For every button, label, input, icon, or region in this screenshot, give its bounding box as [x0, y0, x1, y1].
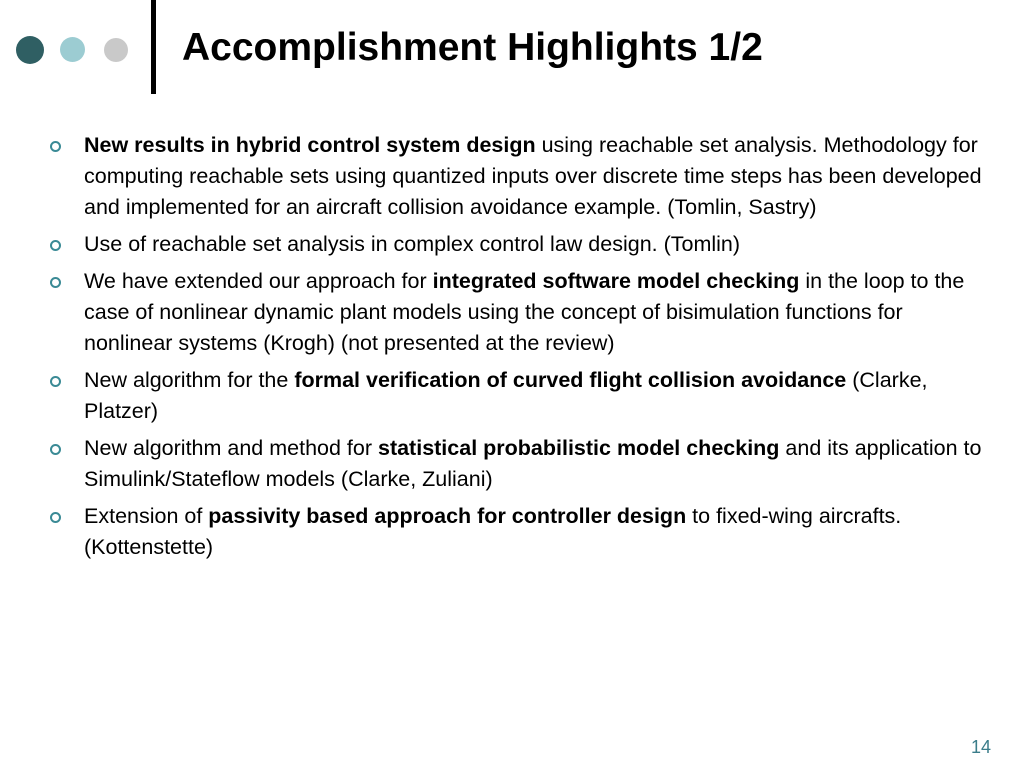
bullet-item [0, 433, 1024, 495]
bullet-ring-icon [50, 512, 61, 523]
bullet-ring-icon [50, 376, 61, 387]
bullet-item [0, 130, 1024, 223]
bullet-list [0, 130, 1024, 569]
bullet-bold-text: passivity based approach for controller design [208, 504, 687, 528]
bullet-text: using reachable set analysis. Methodology for computing reachable sets using quantized inputs over discrete time steps has been developed and implemented for an aircraft collision avoidance example. (Tomlin, Sastry) [84, 133, 982, 219]
bullet-ring-icon [50, 444, 61, 455]
bullet-bold-text: New results in hybrid control system design [84, 133, 536, 157]
gray-dot-icon [104, 38, 128, 62]
bullet-text: New algorithm for the [84, 368, 295, 392]
bullet-bold-text: statistical probabilistic model checking [377, 436, 780, 460]
bullet-ring-icon [50, 141, 61, 152]
bullet-ring-icon [50, 240, 61, 251]
page-number: 14 [970, 737, 991, 757]
bullet-item [0, 266, 1024, 359]
slide-title: Accomplishment Highlights 1/2 [182, 26, 763, 69]
bullet-text: New algorithm and method for [84, 436, 378, 460]
bullet-text: to fixed-wing aircrafts. (Kottenstette) [84, 504, 902, 559]
dark-teal-dot-icon [16, 36, 44, 64]
bullet-ring-icon [50, 277, 61, 288]
bullet-item [0, 501, 1024, 563]
bullet-item [0, 365, 1024, 427]
bullet-text: Extension of [84, 504, 209, 528]
bullet-item [0, 229, 1024, 260]
light-teal-dot-icon [60, 37, 85, 62]
bullet-text: (Clarke, Platzer) [84, 368, 928, 423]
bullet-bold-text: integrated software model checking [432, 269, 800, 293]
bullet-text: and its application to Simulink/Stateflow models (Clarke, Zuliani) [84, 436, 982, 491]
bullet-text: Use of reachable set analysis in complex control law design. (Tomlin) [84, 232, 741, 256]
bullet-text: We have extended our approach for [84, 269, 433, 293]
bullet-text: in the loop to the case of nonlinear dynamic plant models using the concept of bisimulation functions for nonlinear systems (Krogh) (not presented at the review) [84, 269, 965, 355]
title-divider [151, 0, 156, 94]
bullet-bold-text: formal verification of curved flight collision avoidance [294, 368, 847, 392]
